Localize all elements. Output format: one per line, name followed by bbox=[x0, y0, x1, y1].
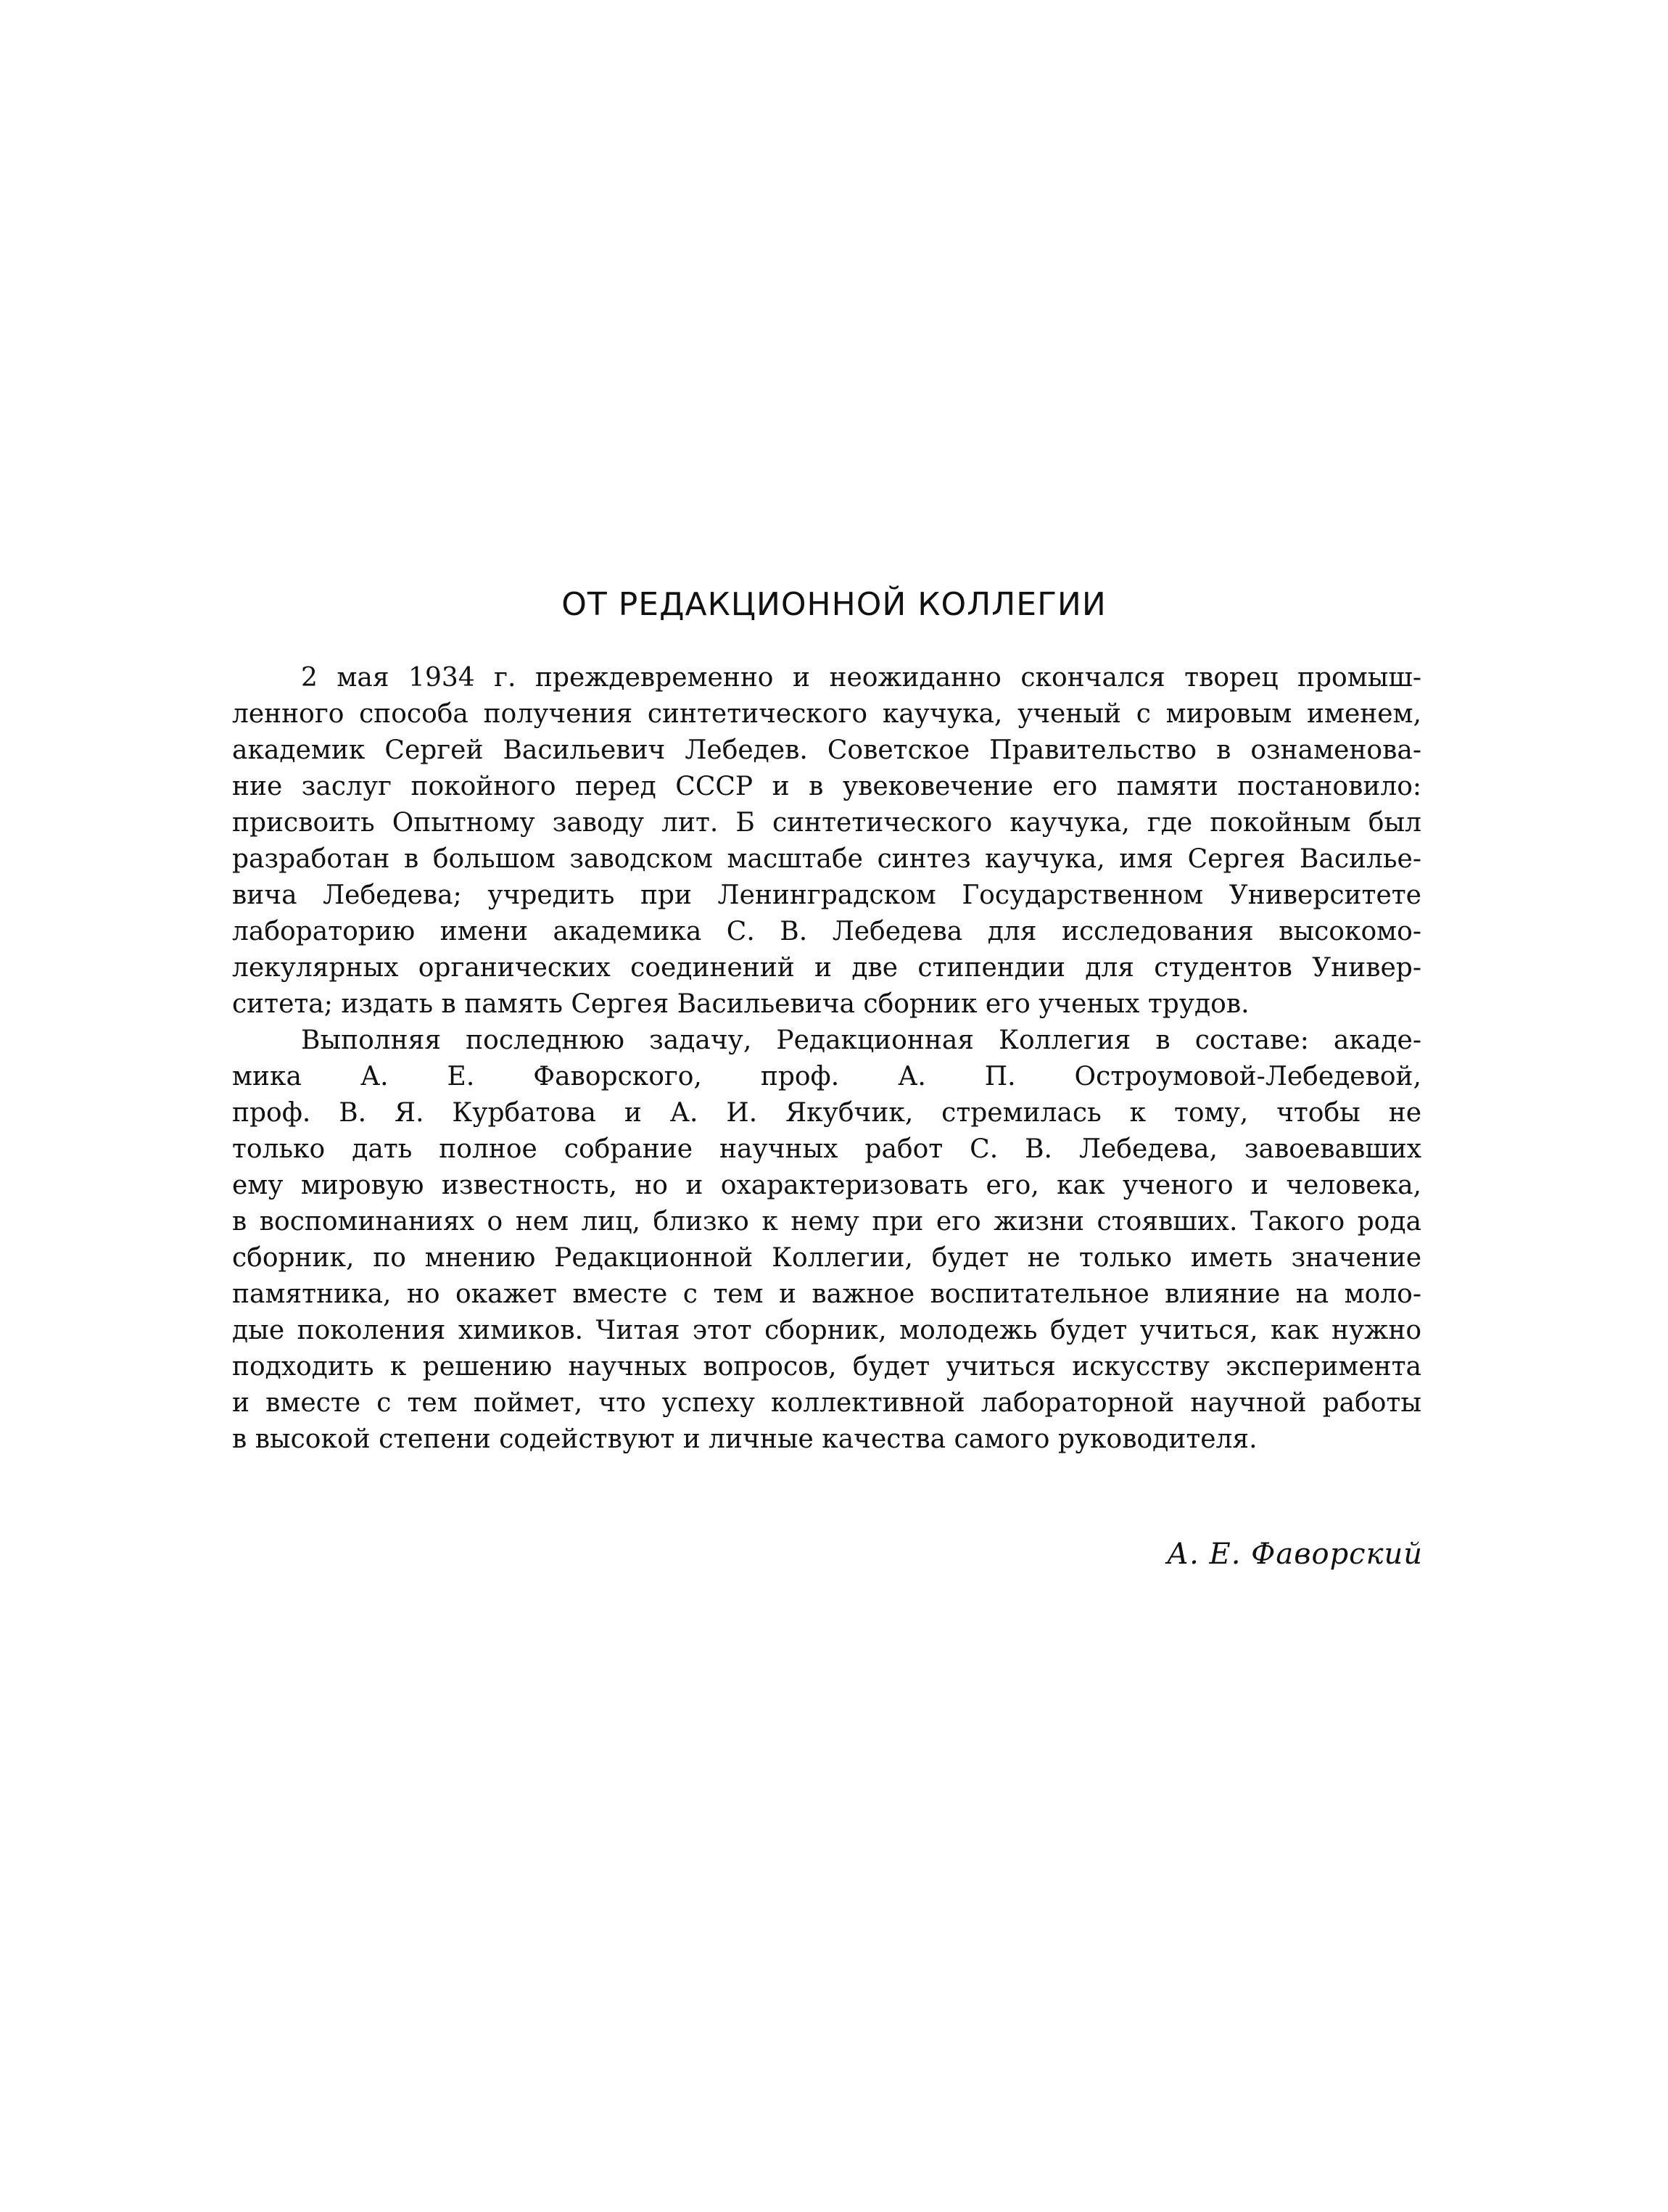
paragraph-2-line: Выполняя последнюю задачу, Редакционная Коллегия в составе: акаде- bbox=[301, 1025, 1421, 1055]
paragraph-2-line: в воспоминаниях о нем лиц, близко к нему при его жизни стоявших. Такого рода bbox=[232, 1207, 1421, 1237]
page-title: ОТ РЕДАКЦИОННОЙ КОЛЛЕГИИ bbox=[561, 586, 1107, 623]
paragraph-1-line: ситета; издать в память Сергея Васильевича сборник его ученых трудов. bbox=[232, 989, 1250, 1019]
paragraph-1-line: ние заслуг покойного перед СССР и в увековечение его памяти постановило: bbox=[232, 772, 1421, 801]
paragraph-2-line: проф. В. Я. Курбатова и А. И. Якубчик, стремилась к тому, чтобы не bbox=[232, 1098, 1421, 1128]
paragraph-2-line: дые поколения химиков. Читая этот сборник, молодежь будет учиться, как нужно bbox=[232, 1316, 1421, 1345]
paragraph-1-line: вича Лебедева; учредить при Ленинградском Государственном Университете bbox=[232, 880, 1421, 910]
paragraph-1-line: лабораторию имени академика С. В. Лебедева для исследования высокомо- bbox=[232, 917, 1421, 946]
paragraph-2-line: подходить к решению научных вопросов, будет учиться искусству эксперимента bbox=[232, 1352, 1421, 1382]
paragraph-2-line: только дать полное собрание научных работ С. В. Лебедева, завоевавших bbox=[232, 1134, 1421, 1164]
paragraph-2-line: мика А. Е. Фаворского, проф. А. П. Остроумовой-Лебедевой, bbox=[232, 1062, 1421, 1091]
body-text bbox=[232, 660, 1421, 1458]
signature: А. Е. Фаворский bbox=[1166, 1538, 1423, 1571]
paragraph-2-line: сборник, по мнению Редакционной Коллегии, будет не только иметь значение bbox=[232, 1243, 1421, 1273]
paragraph-1-line: ленного способа получения синтетического каучука, ученый с мировым именем, bbox=[232, 699, 1421, 729]
paragraph-2-line: и вместе с тем поймет, что успеху коллективной лабораторной научной работы bbox=[232, 1388, 1421, 1418]
paragraph-1-line: 2 мая 1934 г. преждевременно и неожиданно скончался творец промыш- bbox=[301, 663, 1421, 693]
paragraph-1-line: разработан в большом заводском масштабе синтез каучука, имя Сергея Василье- bbox=[232, 844, 1421, 874]
paragraph-1-line: присвоить Опытному заводу лит. Б синтетического каучука, где покойным был bbox=[232, 808, 1421, 838]
paragraph-1-line: лекулярных органических соединений и две стипендии для студентов Универ- bbox=[232, 953, 1421, 983]
paragraph-2-line: памятника, но окажет вместе с тем и важное воспитательное влияние на моло- bbox=[232, 1279, 1421, 1309]
paragraph-2-line: ему мировую известность, но и охарактеризовать его, как ученого и человека, bbox=[232, 1171, 1421, 1200]
paragraph-2-line: в высокой степени содействуют и личные качества самого руководителя. bbox=[232, 1424, 1258, 1454]
paragraph-1-line: академик Сергей Васильевич Лебедев. Советское Правительство в ознаменова- bbox=[232, 735, 1421, 765]
